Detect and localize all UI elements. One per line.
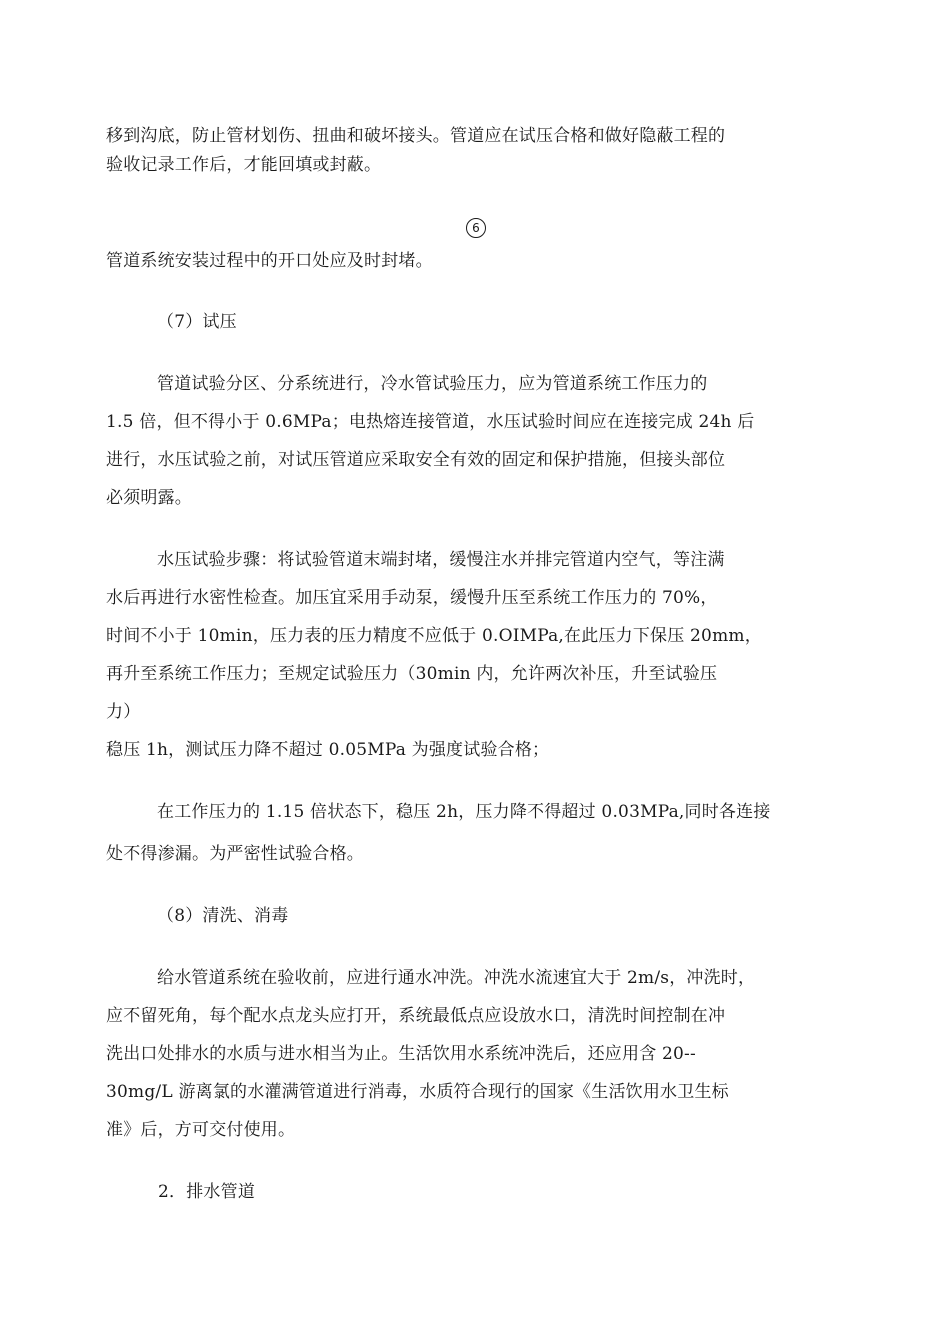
body-line: 力） [106, 702, 141, 722]
body-line: 管道试验分区、分系统进行，冷水管试验压力，应为管道系统工作压力的 [157, 374, 708, 394]
body-line: 水后再进行水密性检查。加压宜采用手动泵，缓慢升压至系统工作压力的 70%， [106, 588, 718, 608]
section-heading: （8）清洗、消毒 [157, 906, 289, 926]
circled-number-marker: 6 [466, 218, 486, 238]
section-heading: 2．排水管道 [158, 1182, 256, 1202]
body-line: 验收记录工作后，才能回填或封蔽。 [106, 155, 382, 175]
body-line: 1.5 倍，但不得小于 0.6MPa；电热熔连接管道，水压试验时间应在连接完成 24h 后 [106, 412, 755, 432]
body-line: 应不留死角，每个配水点龙头应打开，系统最低点应设放水口，清洗时间控制在冲 [106, 1006, 726, 1026]
body-line: 处不得渗漏。为严密性试验合格。 [106, 844, 364, 864]
body-line: 时间不小于 10min，压力表的压力精度不应低于 0.OIMPa,在此压力下保压 20mm， [106, 626, 762, 646]
body-line: 准》后，方可交付使用。 [106, 1120, 296, 1140]
body-line: 必须明露。 [106, 488, 192, 508]
body-line: 30mg/L 游离氯的水灌满管道进行消毒，水质符合现行的国家《生活饮用水卫生标 [106, 1082, 729, 1102]
section-heading: （7）试压 [157, 312, 237, 332]
body-line: 给水管道系统在验收前，应进行通水冲洗。冲洗水流速宜大于 2m/s，冲洗时， [157, 968, 756, 988]
body-line: 水压试验步骤：将试验管道末端封堵，缓慢注水并排完管道内空气，等注满 [157, 550, 725, 570]
body-line: 进行，水压试验之前，对试压管道应采取安全有效的固定和保护措施，但接头部位 [106, 450, 726, 470]
body-line: 管道系统安装过程中的开口处应及时封堵。 [106, 251, 433, 271]
body-line: 洗出口处排水的水质与进水相当为止。生活饮用水系统冲洗后，还应用含 20-- [106, 1044, 696, 1064]
body-line: 再升至系统工作压力；至规定试验压力（30min 内，允许两次补压，升至试验压 [106, 664, 718, 684]
body-line: 稳压 1h，测试压力降不超过 0.05MPa 为强度试验合格； [106, 740, 550, 760]
body-line: 移到沟底，防止管材划伤、扭曲和破坏接头。管道应在试压合格和做好隐蔽工程的 [106, 126, 726, 146]
body-line: 在工作压力的 1.15 倍状态下，稳压 2h，压力降不得超过 0.03MPa,同时各连接 [157, 802, 771, 822]
